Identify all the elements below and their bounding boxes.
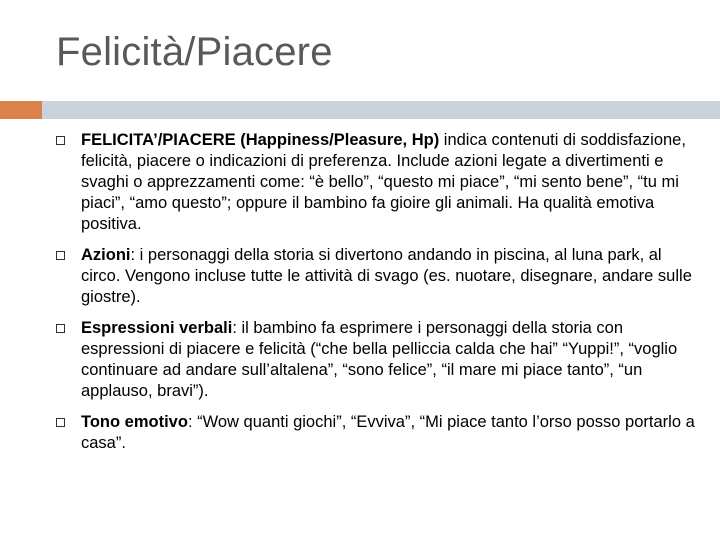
bullet-item-azioni xyxy=(56,245,696,308)
bullet-text: : il bambino fa esprimere i personaggi della storia con espressioni di piacere e felicità (“che bella pelliccia calda che hai” “Yuppi!”, “voglio continuare ad andare sull’altalena”, “sono felice”, “il mare mi piace tanto”, “un applauso, bravi”). xyxy=(81,319,678,400)
square-bullet-icon xyxy=(56,418,65,427)
bullet-text: : i personaggi della storia si divertono andando in piscina, al luna park, al circo. Vengono incluse tutte le attività di svago (es. nuotare, disegnare, andare sulle giostre). xyxy=(81,246,692,306)
bullet-heading: Azioni xyxy=(81,246,131,264)
bullet-item-tono-emotivo xyxy=(56,412,696,454)
bullet-heading: FELICITA’/PIACERE (Happiness/Pleasure, Hp) xyxy=(81,131,440,149)
square-bullet-icon xyxy=(56,324,65,333)
slide-title: Felicità/Piacere xyxy=(56,30,333,74)
title-rule-accent xyxy=(0,101,42,119)
bullet-heading: Tono emotivo xyxy=(81,413,188,431)
bullet-item-felicita xyxy=(56,130,696,235)
bullet-text: indica contenuti di soddisfazione, felicità, piacere o indicazioni di preferenza. Include azioni legate a divertimenti e svaghi o apprezzamenti come: “è bello”, “questo mi piace”, “mi sento bene”, “tu mi piaci”, “amo questo”; oppure il bambino fa gioire gli animali. Ha qualità emotiva positiva. xyxy=(81,131,686,233)
square-bullet-icon xyxy=(56,136,65,145)
title-rule-bar xyxy=(42,101,720,119)
bullet-text: : “Wow quanti giochi”, “Evviva”, “Mi piace tanto l’orso posso portarlo a casa”. xyxy=(81,413,695,452)
bullet-heading: Espressioni verbali xyxy=(81,319,233,337)
bullet-list xyxy=(56,130,696,464)
bullet-item-espressioni-verbali xyxy=(56,318,696,402)
square-bullet-icon xyxy=(56,251,65,260)
